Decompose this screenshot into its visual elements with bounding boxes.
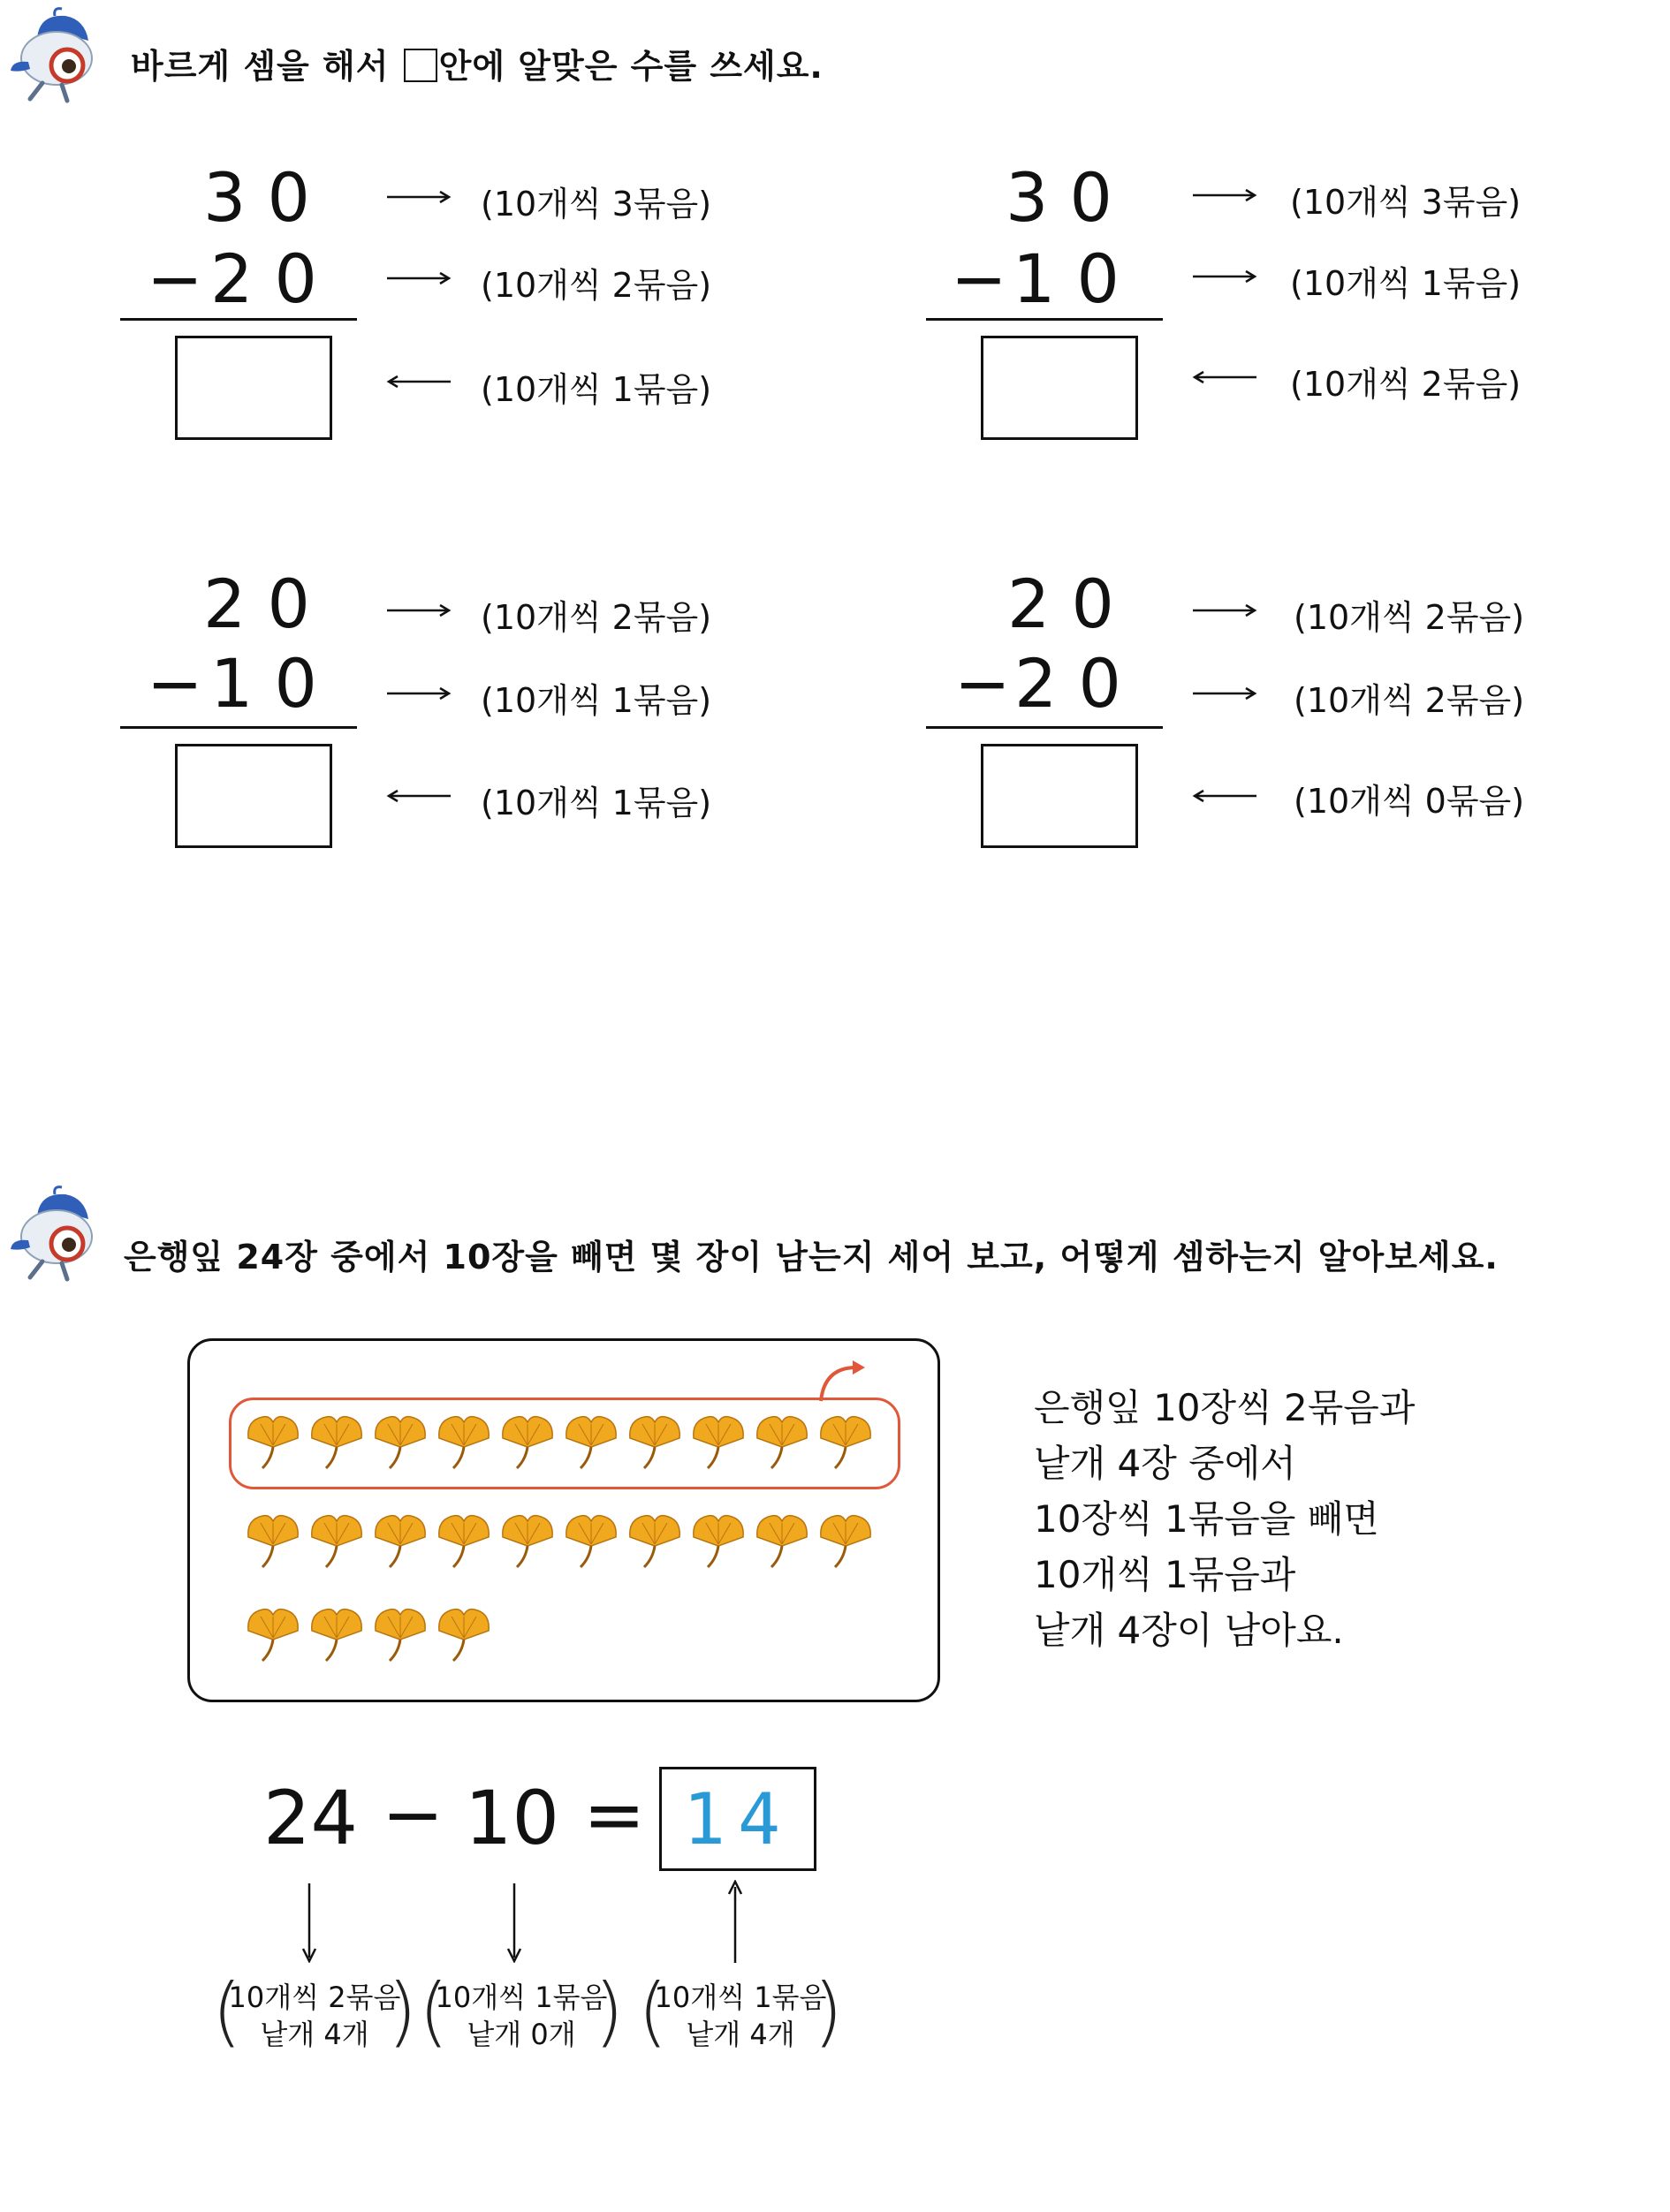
right-arrow-icon	[385, 189, 452, 205]
left-arrow-icon	[1191, 788, 1258, 804]
right-paren-icon: )	[813, 1967, 843, 2056]
ginkgo-leaf-icon	[434, 1413, 494, 1472]
explanation-line-2: 낱개 4장 중에서	[1034, 1442, 1296, 1485]
ginkgo-leaf-icon	[434, 1512, 494, 1571]
problem-3-top-number: 2 0	[203, 564, 310, 643]
ginkgo-leaf-icon	[307, 1606, 367, 1664]
explanation	[1034, 1380, 1415, 1658]
left-arrow-icon	[1191, 369, 1258, 385]
problem-4-answer-box[interactable]	[981, 744, 1138, 848]
ginkgo-leaf-icon	[688, 1413, 748, 1472]
ginkgo-leaf-icon	[243, 1413, 303, 1472]
blank-box-icon	[404, 49, 437, 82]
problem-1-rule	[120, 318, 357, 321]
equation-equals-sign: =	[583, 1771, 646, 1858]
right-arrow-icon	[1191, 269, 1258, 284]
problem-1-result-label: (10개씩 1묶음)	[481, 370, 712, 409]
ginkgo-leaf-icon	[688, 1512, 748, 1571]
equation-label-2	[419, 1967, 624, 2056]
right-arrow-icon	[385, 686, 452, 701]
problem-2-bottom-label: (10개씩 1묶음)	[1290, 264, 1522, 303]
ginkgo-leaf-panel	[187, 1338, 940, 1702]
equation-second-number: 10	[465, 1775, 559, 1861]
equation-first-number: 24	[263, 1775, 358, 1861]
ginkgo-leaf-icon	[752, 1512, 812, 1571]
right-paren-icon: )	[594, 1967, 624, 2056]
explanation-line-1: 은행잎 10장씩 2묶음과	[1034, 1386, 1416, 1429]
problem-3-result-label: (10개씩 1묶음)	[481, 784, 712, 822]
problem-3-rule	[120, 726, 357, 729]
ginkgo-leaf-icon	[625, 1413, 685, 1472]
down-arrow-icon	[300, 1883, 318, 1963]
mascot-icon	[4, 7, 101, 104]
ginkgo-leaf-icon	[625, 1512, 685, 1571]
problem-4-bottom-label: (10개씩 2묶음)	[1294, 681, 1525, 720]
equation-label-1-line2: 낱개 4개	[260, 2018, 369, 2051]
ginkgo-leaf-icon	[370, 1413, 430, 1472]
problem-4-minus-sign: −	[954, 644, 1011, 723]
problem-3-answer-box[interactable]	[175, 744, 332, 848]
problem-1-answer-box[interactable]	[175, 336, 332, 440]
curved-arrow-icon	[816, 1360, 886, 1405]
mascot-icon	[4, 1186, 101, 1283]
ginkgo-leaf-icon	[243, 1512, 303, 1571]
problem-4-bottom-number: 2 0	[1014, 644, 1121, 723]
problem-4-rule	[926, 726, 1163, 729]
up-arrow-icon	[726, 1880, 744, 1963]
ginkgo-leaf-icon	[434, 1606, 494, 1664]
leaf-row-2	[243, 1512, 876, 1571]
ginkgo-leaf-icon	[752, 1413, 812, 1472]
ginkgo-leaf-icon	[307, 1512, 367, 1571]
ginkgo-leaf-icon	[243, 1606, 303, 1664]
equation-answer-box[interactable]	[659, 1767, 816, 1871]
equation-label-2-line2: 낱개 0개	[467, 2018, 576, 2051]
leaf-row-3	[243, 1606, 494, 1664]
problem-1-top-label: (10개씩 3묶음)	[481, 185, 712, 223]
instruction-1	[131, 39, 824, 87]
instruction-1-before: 바르게 셈을 해서	[131, 47, 390, 86]
problem-3-minus-sign: −	[147, 644, 203, 723]
instruction-1-after: 안에 알맞은 수를 쓰세요.	[438, 47, 824, 86]
left-paren-icon: (	[638, 1967, 668, 2056]
problem-2-rule	[926, 318, 1163, 321]
problem-1-minus-sign: −	[147, 239, 203, 318]
ginkgo-leaf-icon	[497, 1413, 558, 1472]
right-arrow-icon	[385, 602, 452, 618]
down-arrow-icon	[505, 1883, 523, 1963]
problem-2-answer-box[interactable]	[981, 336, 1138, 440]
problem-3-top-label: (10개씩 2묶음)	[481, 598, 712, 637]
left-arrow-icon	[385, 788, 452, 804]
ginkgo-leaf-icon	[307, 1413, 367, 1472]
ginkgo-leaf-icon	[816, 1512, 876, 1571]
problem-2-top-number: 3 0	[1006, 158, 1112, 237]
problem-2-top-label: (10개씩 3묶음)	[1290, 183, 1522, 222]
equation-label-2-line1: 10개씩 1묶음	[435, 1981, 608, 2014]
right-arrow-icon	[1191, 686, 1258, 701]
equation-minus-sign: −	[382, 1771, 444, 1858]
equation-label-1	[212, 1967, 417, 2056]
equation-label-1-line1: 10개씩 2묶음	[228, 1981, 401, 2014]
leaf-row-1	[243, 1413, 876, 1472]
problem-1-top-number: 3 0	[203, 158, 310, 237]
problem-1-bottom-number: 2 0	[210, 239, 317, 318]
problem-2-result-label: (10개씩 2묶음)	[1290, 365, 1522, 404]
problem-2-bottom-number: 1 0	[1013, 239, 1120, 318]
ginkgo-leaf-icon	[561, 1512, 621, 1571]
explanation-line-5: 낱개 4장이 남아요.	[1034, 1609, 1344, 1652]
right-arrow-icon	[1191, 187, 1258, 203]
equation-label-3	[638, 1967, 843, 2056]
explanation-line-3: 10장씩 1묶음을 빼면	[1034, 1497, 1379, 1541]
explanation-line-4: 10개씩 1묶음과	[1034, 1553, 1296, 1596]
traced-answer: 14	[682, 1777, 793, 1860]
right-paren-icon: )	[387, 1967, 417, 2056]
problem-4-top-label: (10개씩 2묶음)	[1294, 598, 1525, 637]
ginkgo-leaf-icon	[370, 1606, 430, 1664]
ginkgo-leaf-icon	[497, 1512, 558, 1571]
equation-label-3-line1: 10개씩 1묶음	[654, 1981, 827, 2014]
problem-4-top-number: 2 0	[1007, 564, 1114, 643]
problem-3-bottom-number: 1 0	[210, 644, 317, 723]
problem-4-result-label: (10개씩 0묶음)	[1294, 782, 1525, 821]
left-paren-icon: (	[212, 1967, 242, 2056]
ginkgo-leaf-icon	[561, 1413, 621, 1472]
left-paren-icon: (	[419, 1967, 449, 2056]
ginkgo-leaf-icon	[370, 1512, 430, 1571]
ginkgo-leaf-icon	[816, 1413, 876, 1472]
left-arrow-icon	[385, 374, 452, 390]
instruction-2: 은행잎 24장 중에서 10장을 빼면 몇 장이 남는지 세어 보고, 어떻게 셈하는지 알아보세요.	[124, 1238, 1499, 1276]
right-arrow-icon	[1191, 602, 1258, 618]
problem-2-minus-sign: −	[951, 239, 1007, 318]
right-arrow-icon	[385, 270, 452, 286]
problem-3-bottom-label: (10개씩 1묶음)	[481, 681, 712, 720]
problem-1-bottom-label: (10개씩 2묶음)	[481, 266, 712, 305]
equation-label-3-line2: 낱개 4개	[686, 2018, 795, 2051]
